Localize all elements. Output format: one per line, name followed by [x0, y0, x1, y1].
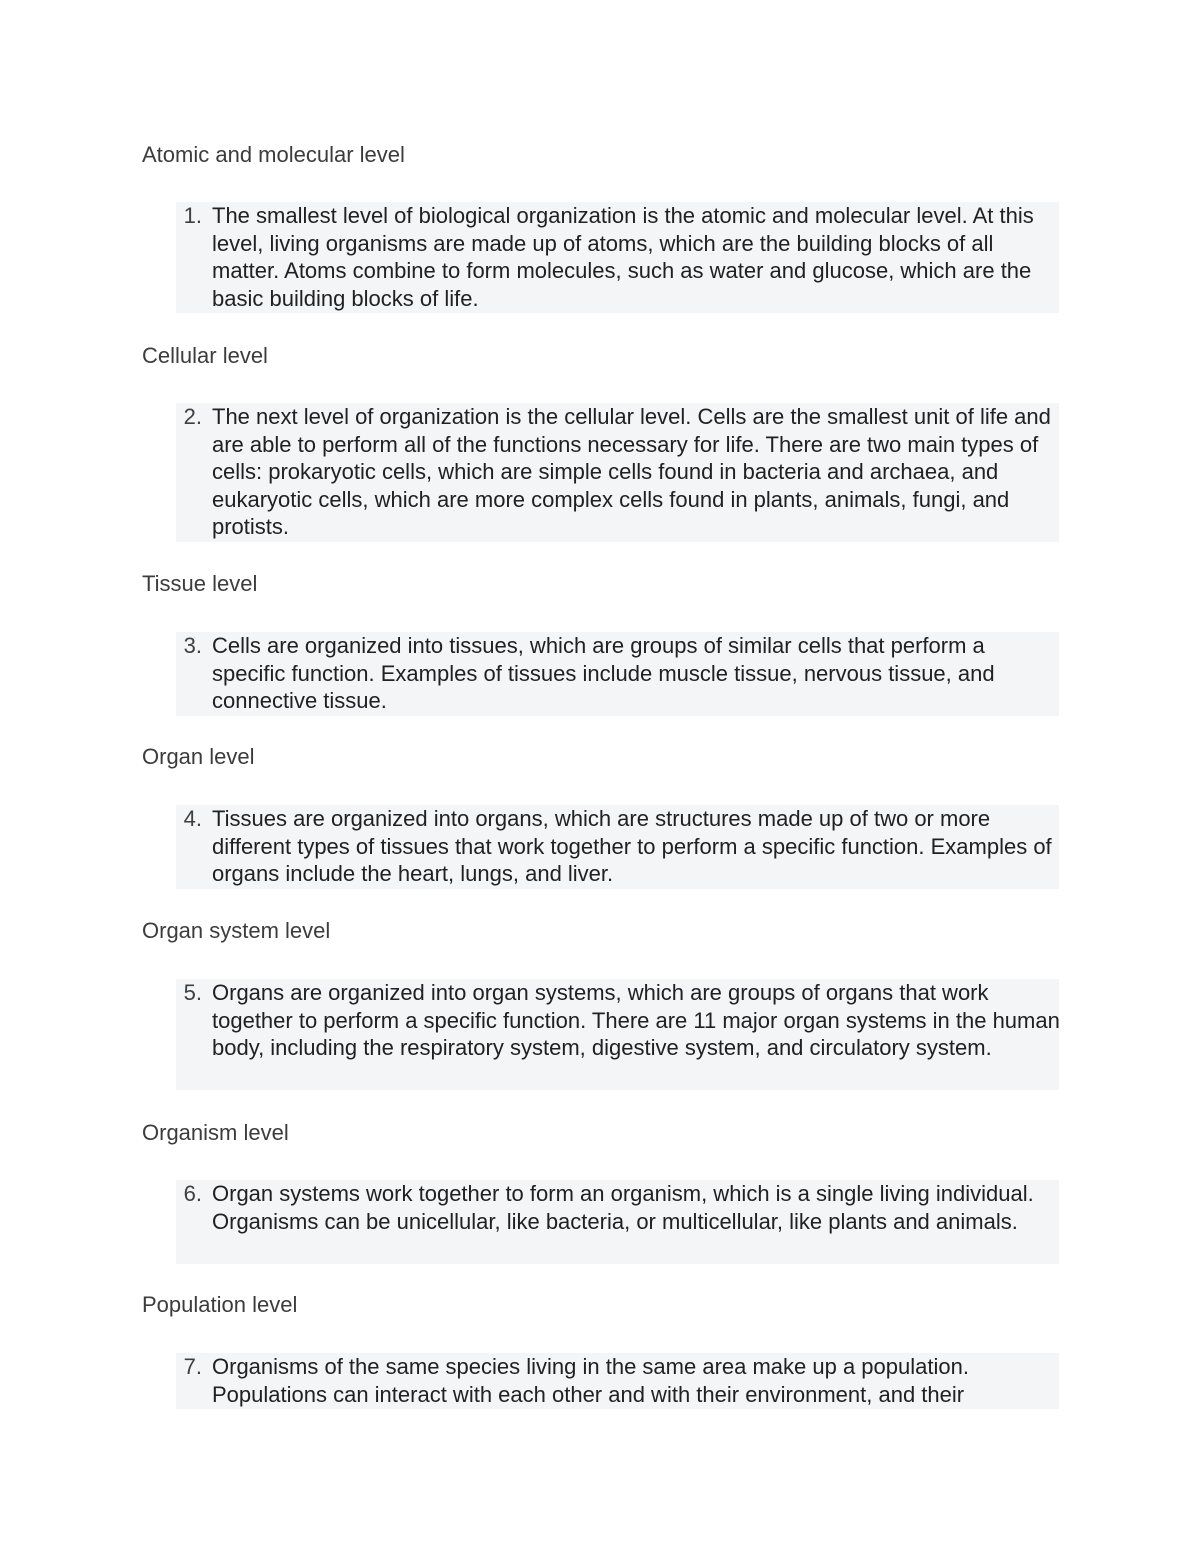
- list-number: 2.: [183, 404, 202, 429]
- list-item-7: [176, 1353, 1059, 1409]
- list-item-text: Tissues are organized into organs, which are structures made up of two or more different types of tissues that work together to perform a specific function. Examples of organs include the heart, lungs, and liver.: [212, 806, 1052, 886]
- list-item-text: The smallest level of biological organization is the atomic and molecular level. At this level, living organisms are made up of atoms, which are the building blocks of all matter. Atoms combine to form molecules, such as water and glucose, which are the basic building blocks of life.: [212, 203, 1034, 311]
- section-heading-organ-system: Organ system level: [142, 918, 331, 943]
- list-number: 1.: [183, 203, 202, 228]
- list-number: 5.: [183, 980, 202, 1005]
- list-item-5: [176, 979, 1059, 1090]
- list-item-text: The next level of organization is the cellular level. Cells are the smallest unit of life and are able to perform all of the functions necessary for life. There are two main types of cells: prokaryotic cells, which are simple cells found in bacteria and archaea, and eukaryotic cells, which are more complex cells found in plants, animals, fungi, and protists.: [212, 404, 1051, 539]
- list-item-6: [176, 1180, 1059, 1264]
- list-item-text: Organs are organized into organ systems, which are groups of organs that work together to perform a specific function. There are 11 major organ systems in the human body, including the respiratory system, digestive system, and circulatory system.: [212, 980, 1060, 1060]
- list-item-3: [176, 632, 1059, 716]
- list-item-text: Organ systems work together to form an organism, which is a single living individual. Organisms can be unicellular, like bacteria, or multicellular, like plants and animals.: [212, 1181, 1034, 1234]
- section-heading-organism: Organism level: [142, 1120, 289, 1145]
- list-item-4: [176, 805, 1059, 889]
- list-item-1: [176, 202, 1059, 313]
- section-heading-atomic-molecular: Atomic and molecular level: [142, 142, 405, 167]
- list-number: 4.: [183, 806, 202, 831]
- list-number: 7.: [183, 1354, 202, 1379]
- section-heading-organ: Organ level: [142, 744, 255, 769]
- list-item-2: [176, 403, 1059, 542]
- list-item-text: Cells are organized into tissues, which are groups of similar cells that perform a specific function. Examples of tissues include muscle tissue, nervous tissue, and connective tissue.: [212, 633, 995, 713]
- section-heading-population: Population level: [142, 1292, 298, 1317]
- list-number: 6.: [183, 1181, 202, 1206]
- section-heading-tissue: Tissue level: [142, 571, 258, 596]
- list-item-text: Organisms of the same species living in the same area make up a population. Populations can interact with each other and with their environment, and their: [212, 1354, 969, 1407]
- section-heading-cellular: Cellular level: [142, 343, 268, 368]
- list-number: 3.: [183, 633, 202, 658]
